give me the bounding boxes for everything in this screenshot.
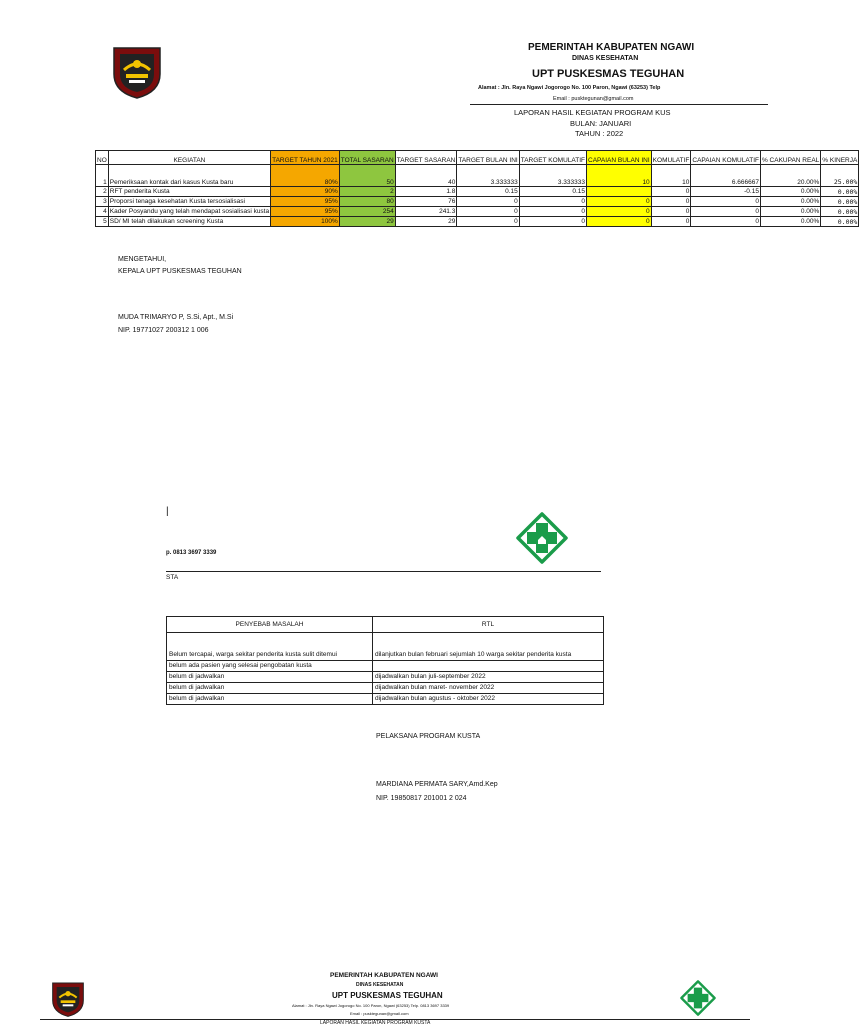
col-target-sasaran: TARGET SASARAN	[395, 151, 457, 165]
executor-nip: NIP. 19850817 201001 2 024	[376, 795, 467, 802]
col-cakupan-real: % CAKUPAN REAL	[760, 151, 820, 165]
approval-label: MENGETAHUI,	[118, 256, 167, 263]
cell-capaian-bulan: 0	[587, 217, 652, 227]
col-kinerja: % KINERJA	[821, 151, 859, 165]
cell-cakupan-real: 20.00%	[760, 165, 820, 187]
rtl-cell: dilanjutkan bulan februari sejumlah 10 warga sekitar penderita kusta	[373, 633, 604, 661]
table-row	[96, 165, 859, 187]
executor-label: PELAKSANA PROGRAM KUSTA	[376, 733, 481, 740]
cell-target-bulan: 0	[457, 207, 519, 217]
cell-capaian-bulan: 0	[587, 197, 652, 207]
cell-capaian-komulatif: 0	[691, 197, 761, 207]
cell-capaian-komulatif: 0	[691, 217, 761, 227]
header-department: DINAS KESEHATAN	[572, 55, 639, 62]
cell-capaian-bulan: 10	[587, 165, 652, 187]
cell-total-sasaran: 50	[339, 165, 395, 187]
cell-no: 5	[96, 217, 109, 227]
cell-capaian-bulan	[587, 187, 652, 197]
cause-cell: belum di jadwalkan	[167, 683, 373, 694]
cell-kegiatan: SD/ MI telah dilakukan screening Kusta	[108, 217, 270, 227]
table-row	[167, 633, 604, 661]
cell-total-sasaran: 29	[339, 217, 395, 227]
cell-total-sasaran: 80	[339, 197, 395, 207]
cell-komulatif: 0	[651, 207, 691, 217]
cell-no: 1	[96, 165, 109, 187]
cell-target-komulatif: 0	[519, 217, 586, 227]
health-cross-logo-footer	[680, 980, 716, 1016]
header-government: PEMERINTAH KABUPATEN NGAWI	[528, 42, 695, 53]
footer-institution: UPT PUSKESMAS TEGUHAN	[332, 991, 443, 1000]
cell-total-sasaran: 2	[339, 187, 395, 197]
footer-email: Email : pusktegunan@gmail.com	[350, 1011, 409, 1016]
header-institution: UPT PUSKESMAS TEGUHAN	[532, 68, 685, 80]
cell-kegiatan: Kader Posyandu yang telah mendapat sosialisasi kusta	[109, 208, 270, 215]
cell-cakupan-real: 0.00%	[760, 217, 820, 227]
cell-total-sasaran: 254	[339, 207, 395, 217]
table-row	[96, 217, 859, 227]
report-month: BULAN: JANUARI	[570, 119, 632, 128]
cell-target-tahun: 80%	[271, 165, 340, 187]
rtl-cell: dijadwalkan bulan juli-september 2022	[373, 672, 604, 683]
cell-capaian-komulatif: 0	[691, 207, 761, 217]
table-row	[96, 197, 859, 207]
regency-logo	[110, 44, 164, 100]
cell-target-sasaran: 76	[395, 197, 457, 207]
cell-no: 2	[96, 187, 109, 197]
col-target-tahun: TARGET TAHUN 2021	[271, 151, 340, 165]
cause-cell: belum di jadwalkan	[167, 694, 373, 705]
table-row	[167, 694, 604, 705]
cell-komulatif: 10	[651, 165, 691, 187]
cell-target-sasaran: 40	[395, 165, 457, 187]
col-cause: PENYEBAB MASALAH	[167, 617, 373, 633]
cell-target-bulan: 3.333333	[457, 165, 519, 187]
header-email: Email : pusktegunan@gmail.com	[553, 96, 634, 102]
cell-komulatif: 0	[651, 217, 691, 227]
cell-target-tahun: 90%	[271, 187, 340, 197]
page-bar-fragment: |	[166, 506, 169, 517]
cell-target-sasaran: 1.8	[395, 187, 457, 197]
approval-position: KEPALA UPT PUSKESMAS TEGUHAN	[118, 268, 242, 275]
rtl-cell	[373, 661, 604, 672]
cell-kegiatan: RFT penderita Kusta	[108, 187, 270, 197]
cause-cell: Belum tercapai, warga sekitar penderita kusta sulit ditemui	[167, 633, 373, 661]
table-row	[167, 672, 604, 683]
cause-cell: belum ada pasien yang selesai pengobatan kusta	[167, 661, 373, 672]
phone-fragment: p. 0813 3697 3339	[166, 550, 217, 556]
col-no: NO	[96, 151, 109, 165]
footer-department: DINAS KESEHATAN	[356, 982, 404, 988]
cell-kegiatan: Pemeriksaan kontak dari kasus Kusta baru	[108, 165, 270, 187]
cell-target-tahun: 100%	[271, 217, 340, 227]
rtl-cell: dijadwalkan bulan maret- november 2022	[373, 683, 604, 694]
approver-name: MUDA TRIMARYO P, S.Si, Apt., M.Si	[118, 314, 234, 321]
cell-kinerja: 25.00%	[821, 165, 859, 187]
report-title: LAPORAN HASIL KEGIATAN PROGRAM KUS	[514, 108, 671, 117]
cell-komulatif: 0	[651, 197, 691, 207]
col-target-komulatif: TARGET KOMULATIF	[519, 151, 586, 165]
cell-no: 3	[96, 197, 109, 207]
cell-target-komulatif: 0	[519, 197, 586, 207]
approver-nip: NIP. 19771027 200312 1 006	[118, 327, 209, 334]
cell-target-tahun: 95%	[271, 207, 340, 217]
cell-target-komulatif: 0.15	[519, 187, 586, 197]
footer-address: Alamat : Jln. Raya Ngawi Jogorogo No. 100 Paron, Ngawi (63253) Telp. 0813 3697 3339	[292, 1003, 450, 1008]
cell-capaian-komulatif: 6.666667	[691, 165, 761, 187]
cell-target-bulan: 0.15	[457, 187, 519, 197]
cause-cell: belum di jadwalkan	[167, 672, 373, 683]
footer-government: PEMERINTAH KABUPATEN NGAWI	[330, 972, 438, 979]
rtl-cell: dijadwalkan bulan agustus - oktober 2022	[373, 694, 604, 705]
header-address: Alamat : Jln. Raya Ngawi Jogorogo No. 100 Paron, Ngawi (63253) Telp	[478, 85, 661, 91]
footer-cut-title: LAPORAN HASIL KEGIATAN PROGRAM KUSTA	[320, 1020, 431, 1026]
cell-kinerja: 0.00%	[821, 217, 859, 227]
col-capaian-komulatif: CAPAIAN KOMULATIF	[691, 151, 761, 165]
header-rule	[470, 104, 768, 105]
cell-kinerja: 0.00%	[821, 197, 859, 207]
report-year: TAHUN : 2022	[575, 129, 624, 138]
col-total-sasaran: TOTAL SASARAN	[339, 151, 395, 165]
col-target-bulan: TARGET BULAN INI	[457, 151, 519, 165]
cell-capaian-komulatif: -0.15	[691, 187, 761, 197]
table-row	[96, 187, 859, 197]
cell-target-komulatif: 3.333333	[519, 165, 586, 187]
cell-target-bulan: 0	[457, 217, 519, 227]
cell-kinerja: 0.00%	[821, 187, 859, 197]
col-rtl: RTL	[373, 617, 604, 633]
cell-cakupan-real: 0.00%	[760, 207, 820, 217]
regency-logo-footer	[50, 980, 86, 1018]
cell-target-sasaran: 241.3	[395, 207, 457, 217]
activity-table	[95, 150, 859, 227]
cell-no: 4	[96, 207, 109, 217]
cell-kinerja: 0.00%	[821, 207, 859, 217]
cell-capaian-bulan: 0	[587, 207, 652, 217]
table-row	[167, 683, 604, 694]
col-kegiatan: KEGIATAN	[108, 151, 270, 165]
cell-target-komulatif: 0	[519, 207, 586, 217]
table-row	[96, 207, 859, 217]
executor-name: MARDIANA PERMATA SARY,Amd.Kep	[376, 781, 498, 788]
table-row	[167, 661, 604, 672]
sta-fragment: STA	[166, 574, 179, 581]
cell-komulatif: 0	[651, 187, 691, 197]
col-capaian-bulan: CAPAIAN BULAN INI	[587, 151, 652, 165]
cell-cakupan-real: 0.00%	[760, 187, 820, 197]
health-cross-logo	[516, 512, 568, 564]
problem-table	[166, 616, 604, 705]
cell-target-sasaran: 29	[395, 217, 457, 227]
cell-kegiatan: Proporsi tenaga kesehatan Kusta tersosialisasi	[108, 197, 270, 207]
cell-cakupan-real: 0.00%	[760, 197, 820, 207]
cell-target-tahun: 95%	[271, 197, 340, 207]
cell-target-bulan: 0	[457, 197, 519, 207]
col-komulatif: KOMULATIF	[651, 151, 691, 165]
page2-rule	[166, 571, 601, 572]
